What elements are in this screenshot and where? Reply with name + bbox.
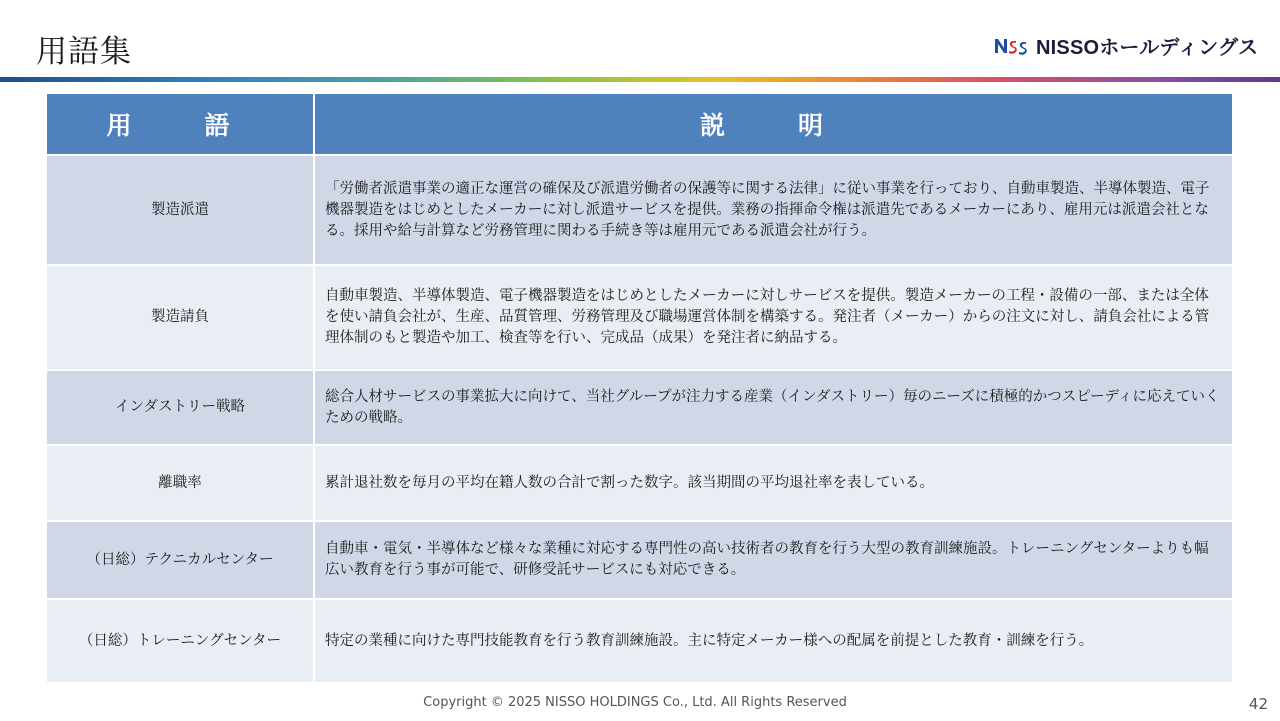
page-title: 用語集: [36, 34, 132, 70]
term-cell: （日総）テクニカルセンター: [47, 522, 315, 600]
table-row: [47, 446, 1232, 522]
logo-text: NISSOホールディングス: [1036, 36, 1259, 59]
description-cell: 「労働者派遣事業の適正な運営の確保及び派遣労働者の保護等に関する法律」に従い事業を行っており、自動車製造、半導体製造、電子機器製造をはじめとしたメーカーに対し派遣サービスを提供。業務の指揮命令権は派遣先であるメーカーにあり、雇用元は派遣会社となる。採用や給与計算など労務管理に関わる手続き等は雇用元である派遣会社が行う。: [315, 156, 1232, 266]
term-cell: （日総）トレーニングセンター: [47, 600, 315, 684]
nisso-logo-mark-icon: [994, 33, 1030, 57]
copyright-footer: Copyright © 2025 NISSO HOLDINGS Co., Ltd. All Rights Reserved: [423, 695, 847, 710]
description-cell: 特定の業種に向けた専門技能教育を行う教育訓練施設。主に特定メーカー様への配属を前提とした教育・訓練を行う。: [315, 600, 1232, 684]
term-cell: インダストリー戦略: [47, 371, 315, 446]
glossary-table: [47, 94, 1232, 684]
description-cell: 自動車製造、半導体製造、電子機器製造をはじめとしたメーカーに対しサービスを提供。製造メーカーの工程・設備の一部、または全体を使い請負会社が、生産、品質管理、労務管理及び職場運営体制を構築する。発注者（メーカー）からの注文に対し、請負会社による管理体制のもと製造や加工、検査等を行い、完成品（成果）を発注者に納品する。: [315, 266, 1232, 371]
table-row: [47, 522, 1232, 600]
table-row: [47, 371, 1232, 446]
term-cell: 製造請負: [47, 266, 315, 371]
table-row: [47, 266, 1232, 371]
description-cell: 累計退社数を毎月の平均在籍人数の合計で割った数字。該当期間の平均退社率を表している。: [315, 446, 1232, 522]
header-divider: [0, 77, 1280, 82]
page-number: 42: [1248, 695, 1268, 713]
table-row: [47, 156, 1232, 266]
description-cell: 自動車・電気・半導体など様々な業種に対応する専門性の高い技術者の教育を行う大型の教育訓練施設。トレーニングセンターよりも幅広い教育を行う事が可能で、研修受託サービスにも対応できる。: [315, 522, 1232, 600]
company-logo: [994, 31, 1258, 59]
column-header-term: 用 語: [47, 94, 315, 156]
term-cell: 製造派遣: [47, 156, 315, 266]
term-cell: 離職率: [47, 446, 315, 522]
table-row: [47, 600, 1232, 684]
description-cell: 総合人材サービスの事業拡大に向けて、当社グループが注力する産業（インダストリー）毎のニーズに積極的かつスピーディに応えていくための戦略。: [315, 371, 1232, 446]
table-header-row: [47, 94, 1232, 156]
column-header-description: 説 明: [315, 94, 1232, 156]
